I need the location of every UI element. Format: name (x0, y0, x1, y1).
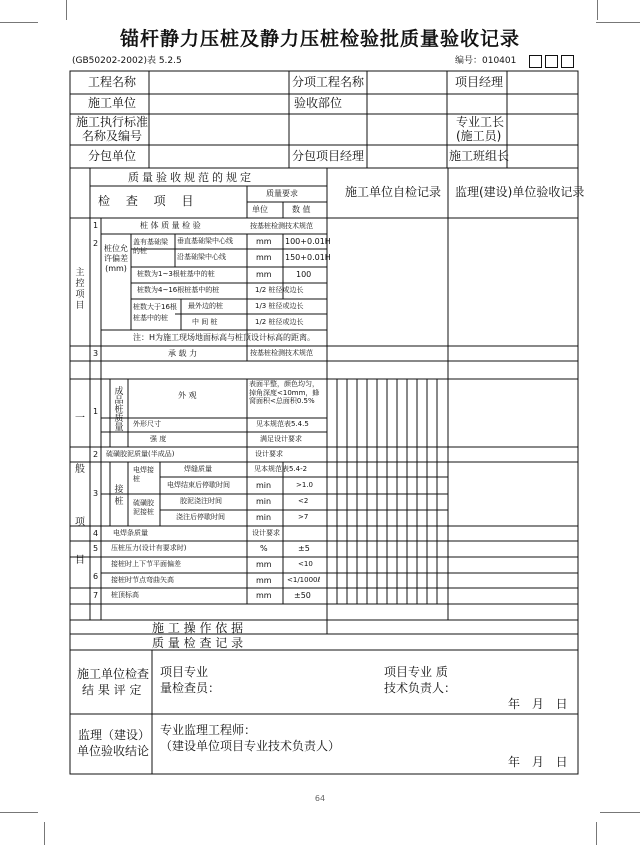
check-item: 接桩时节点弯曲矢高 (111, 576, 174, 584)
date-line: 年 月 日 (508, 697, 568, 711)
unit-cell: mm (256, 591, 272, 600)
standard-name-label: 施工执行标准 (76, 115, 149, 129)
value-cell: <1/1000ℓ (287, 576, 321, 584)
check-item: 接桩时上下节平面偏差 (111, 560, 181, 568)
quality-req: 按基桩检测技术规范 (250, 349, 313, 357)
check-item: 强 度 (150, 435, 167, 443)
general-label: 一 (75, 413, 85, 424)
unit-cell: min (256, 513, 272, 522)
check-item: 成品桩质量 (114, 387, 124, 433)
unit-cell: mm (256, 560, 272, 569)
check-item: 接桩 (114, 485, 124, 507)
foreman-label: (施工员) (456, 129, 502, 143)
row-number: 3 (93, 489, 99, 498)
check-item: 胶泥浇注时间 (180, 497, 222, 505)
unit-cell: mm (256, 270, 272, 279)
quality-req: 满足设计要求 (260, 435, 302, 443)
joint-method: 硫磺胶泥接桩 (133, 499, 154, 516)
check-item: 电焊条质量 (113, 529, 148, 537)
sub-project-name-label: 分项工程名称 (292, 75, 365, 89)
pile-position-item: 沿基础梁中心线 (177, 253, 226, 261)
row-number: 2 (93, 450, 99, 459)
unit-cell: mm (256, 237, 272, 246)
check-items-header: 检 查 项 目 (98, 194, 200, 208)
tech-lead-label: 技术负责人： (384, 681, 457, 695)
value-cell: 100+0.01H (285, 237, 331, 246)
pile-position-item: 桩数为1~3根桩基中的桩 (137, 270, 215, 278)
foreman-label: 专业工长 (456, 115, 505, 129)
tech-lead-label: 项目专业 质 (384, 665, 448, 679)
supervisor-conclusion-label: 监理（建设） (78, 728, 151, 742)
check-item: 浇注后停歇时间 (176, 513, 225, 521)
unit-header: 单位 (252, 205, 268, 214)
value-cell: ±5 (298, 544, 310, 553)
inspector-label: 量检查员： (160, 681, 221, 695)
general-label: 般 (75, 464, 85, 475)
check-item: 桩顶标高 (111, 591, 139, 599)
form-title: 锚杆静力压桩及静力压桩检验批质量验收记录 (119, 28, 520, 50)
general-label: 项 (75, 517, 85, 528)
check-item: 桩 体 质 量 检 验 (140, 221, 201, 230)
row-number: 1 (93, 221, 99, 230)
self-check-header: 施工单位自检记录 (345, 185, 442, 199)
row-number: 3 (93, 349, 99, 358)
quality-req: 按基桩检测技术规范 (250, 222, 313, 230)
supervisor-conclusion-label: 单位验收结论 (77, 744, 150, 758)
construction-unit-label: 施工单位 (88, 96, 137, 110)
unit-cell: min (256, 497, 272, 506)
row-number: 7 (93, 591, 99, 600)
check-item: 硫磺胶泥质量(半成品) (106, 450, 175, 458)
pile-position-item: 垂直基础梁中心线 (177, 237, 233, 245)
value-cell: 150+0.01H (285, 253, 331, 262)
check-item: 承 载 力 (168, 349, 198, 358)
project-manager-label: 项目经理 (455, 75, 504, 89)
constructor-eval-label: 施工单位检查 (77, 667, 150, 681)
value-header: 数 值 (292, 205, 311, 214)
quality-req-header: 质量要求 (266, 189, 298, 198)
value-cell: >1.0 (296, 481, 313, 489)
quality-req: 1/3 桩径或边长 (255, 302, 304, 310)
quality-record-label: 质 量 检 查 记 录 (152, 636, 244, 650)
general-label: 目 (75, 555, 85, 566)
engineer-label: 专业监理工程师： (160, 723, 257, 737)
check-item: 焊缝质量 (184, 465, 212, 473)
value-cell: <10 (298, 560, 313, 568)
operation-basis-label: 施 工 操 作 依 据 (152, 621, 244, 635)
pile-group-label: 盖有基础梁的桩 (133, 238, 168, 255)
standard-name-label: 名称及编号 (82, 129, 143, 143)
pile-position-item: 最外边的桩 (188, 302, 223, 310)
row-number: 4 (93, 529, 99, 538)
check-item: 外 观 (178, 391, 197, 400)
check-item: 外形尺寸 (133, 420, 161, 428)
unit-cell: min (256, 481, 272, 490)
acceptance-part-label: 验收部位 (294, 96, 343, 110)
value-cell: ±50 (294, 591, 311, 600)
quality-req: 见本规范表5.4-2 (254, 465, 308, 473)
unit-cell: mm (256, 253, 272, 262)
pile-group-label: 桩数大于16根桩基中的桩 (133, 303, 177, 322)
subcontract-manager-label: 分包项目经理 (292, 149, 365, 163)
quality-req: 1/2 桩径或边长 (255, 286, 304, 294)
inspector-label: 项目专业 (160, 665, 209, 679)
unit-cell: % (260, 544, 268, 553)
main-control-label: 主控项目 (75, 268, 85, 311)
date-line: 年 月 日 (508, 755, 568, 769)
serial-number: 编号：010401 (455, 56, 517, 66)
check-item: 桩位允许偏差(mm) (104, 244, 128, 273)
note-text: 注：H为施工现场地面标高与桩顶设计标高的距离。 (133, 333, 316, 342)
quality-req: 设计要求 (255, 450, 283, 458)
supervisor-check-header: 监理(建设)单位验收记录 (455, 185, 585, 199)
check-item: 压桩压力(设计有要求时) (111, 544, 187, 552)
joint-method: 电焊接桩 (133, 466, 154, 483)
row-number: 6 (93, 572, 99, 581)
value-cell: 100 (296, 270, 312, 279)
pile-position-item: 中 间 桩 (192, 318, 218, 326)
value-cell: >7 (298, 513, 309, 521)
unit-cell: mm (256, 576, 272, 585)
value-cell: <2 (298, 497, 309, 505)
spec-title: 质量验收规范的规定 (128, 171, 254, 184)
page-number: 64 (314, 794, 326, 803)
project-name-label: 工程名称 (88, 75, 137, 89)
standard-code: (GB50202-2002)表 5.2.5 (72, 56, 182, 66)
row-number: 2 (93, 239, 99, 248)
quality-req: 1/2 桩径或边长 (255, 318, 304, 326)
quality-req: 设计要求 (252, 529, 280, 537)
quality-req: 表面平整，颜色均匀，掉角深度<10mm，蜂窝面积<总面积0.5% (249, 380, 320, 405)
team-leader-label: 施工班组长 (449, 149, 510, 163)
row-number: 5 (93, 544, 99, 553)
quality-req: 见本规范表5.4.5 (256, 420, 309, 428)
subcontract-unit-label: 分包单位 (88, 149, 137, 163)
check-item: 电焊结束后停歇时间 (167, 481, 230, 489)
pile-position-item: 桩数为4~16根桩基中的桩 (137, 286, 220, 294)
row-number: 1 (93, 407, 99, 416)
owner-rep-label: （建设单位项目专业技术负责人） (160, 739, 341, 753)
constructor-eval-label: 结 果 评 定 (82, 683, 142, 697)
